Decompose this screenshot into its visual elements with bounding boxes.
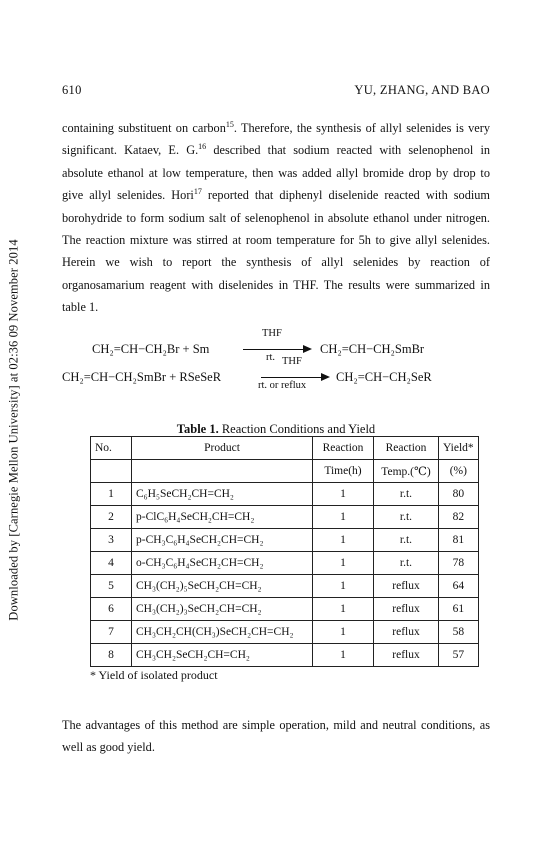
cell-time: 1 <box>313 529 374 552</box>
table-header-row-2 <box>91 460 479 483</box>
closing-paragraph <box>62 714 490 759</box>
reaction-1-solvent: THF <box>262 328 282 339</box>
cell-product: o-CH₃C₆H₄SeCH₂CH=CH₂ <box>132 552 313 575</box>
results-table <box>90 436 479 667</box>
header-product-blank <box>132 460 313 483</box>
header-time-top: Reaction <box>313 437 374 460</box>
download-note: Downloaded by [Carnegie Mellon University] at 02:36 09 November 2014 <box>6 239 21 621</box>
cell-time: 1 <box>313 575 374 598</box>
cell-no: 1 <box>91 483 132 506</box>
table-row <box>91 598 479 621</box>
table-row <box>91 621 479 644</box>
cell-temp: reflux <box>374 644 439 667</box>
cell-no: 3 <box>91 529 132 552</box>
cell-time: 1 <box>313 483 374 506</box>
cell-temp: r.t. <box>374 552 439 575</box>
reference-17: 17 <box>193 187 202 197</box>
table-row <box>91 529 479 552</box>
cell-product: p-ClC₆H₄SeCH₂CH=CH₂ <box>132 506 313 529</box>
cell-no: 8 <box>91 644 132 667</box>
cell-yield: 82 <box>439 506 479 529</box>
cell-product: CH₃(CH₂)₅SeCH₂CH=CH₂ <box>132 575 313 598</box>
cell-time: 1 <box>313 644 374 667</box>
cell-no: 2 <box>91 506 132 529</box>
cell-product: p-CH₃C₆H₄SeCH₂CH=CH₂ <box>132 529 313 552</box>
header-yield-top: Yield* <box>439 437 479 460</box>
cell-no: 6 <box>91 598 132 621</box>
cell-yield: 57 <box>439 644 479 667</box>
reaction-2-product: CH₂=CH−CH₂SeR <box>336 370 432 384</box>
reaction-2-reactants: CH₂=CH−CH₂SmBr + RSeSeR <box>62 370 222 384</box>
cell-no: 5 <box>91 575 132 598</box>
page-number: 610 <box>62 83 82 97</box>
reaction-2-solvent: THF <box>282 356 302 367</box>
table-row <box>91 575 479 598</box>
cell-time: 1 <box>313 552 374 575</box>
cell-product: CH₃CH₂SeCH₂CH=CH₂ <box>132 644 313 667</box>
cell-temp: r.t. <box>374 529 439 552</box>
table-label: Table 1. <box>176 422 219 436</box>
header-no-blank <box>91 460 132 483</box>
reaction-1-arrow <box>243 349 305 350</box>
cell-yield: 58 <box>439 621 479 644</box>
cell-no: 4 <box>91 552 132 575</box>
table-header-row <box>91 437 479 460</box>
cell-temp: r.t. <box>374 506 439 529</box>
cell-temp: reflux <box>374 575 439 598</box>
body-paragraph: containing substituent on carbon$^{15}$. Therefore, the synthesis of allyl selenides is very significant. Kataev, E. G.$^{16}$ described that sodium reacted with selenophenol in absolute ethanol at low temperature, then was added allyl bromide drop by drop to give allyl selenides. Hori$^{17}$ reported that diphenyl diselenide reacted with sodium borohydride to form sodium salt of selenophenol in absolute ethanol under nitrogen. The reaction mixture was stirred at room temperature for 5h to give allyl selenides. Herein we wish to report the synthesis of allyl selenides by reaction of organosamarium reagent with diselenides in THF. The results were summarized in table 1. <box>62 120 491 315</box>
header-temp-top: Reaction <box>374 437 439 460</box>
cell-temp: r.t. <box>374 483 439 506</box>
table-title: Reaction Conditions and Yield <box>221 422 376 436</box>
table-row <box>91 483 479 506</box>
reaction-2-arrow <box>261 377 323 378</box>
header-temp-bottom: Temp.(℃) <box>374 460 439 483</box>
cell-time: 1 <box>313 598 374 621</box>
table-row <box>91 552 479 575</box>
cell-product: C₆H₅SeCH₂CH=CH₂ <box>132 483 313 506</box>
reaction-1-reactants: CH₂=CH−CH₂Br + Sm <box>92 342 210 356</box>
table-caption <box>0 422 552 437</box>
reaction-2-arrowhead <box>321 373 330 381</box>
reaction-1-arrowhead <box>303 345 312 353</box>
header-yield-bottom: (%) <box>439 460 479 483</box>
cell-product: CH₃(CH₂)₃SeCH₂CH=CH₂ <box>132 598 313 621</box>
cell-time: 1 <box>313 506 374 529</box>
header-no: No. <box>91 437 132 460</box>
cell-temp: reflux <box>374 621 439 644</box>
table-row <box>91 506 479 529</box>
reference-15: 15 <box>225 120 234 129</box>
cell-yield: 64 <box>439 575 479 598</box>
cell-time: 1 <box>313 621 374 644</box>
cell-no: 7 <box>91 621 132 644</box>
closing-text: The advantages of this method are simple operation, mild and neutral conditions, as well as good yield. <box>62 718 490 755</box>
cell-product: CH₃CH₂CH(CH₃)SeCH₂CH=CH₂ <box>132 621 313 644</box>
reaction-2-condition: rt. or reflux <box>258 380 307 391</box>
reference-16: 16 <box>198 142 207 152</box>
cell-yield: 61 <box>439 598 479 621</box>
header-product: Product <box>132 437 313 460</box>
table-footnote: * Yield of isolated product <box>90 668 218 682</box>
header-time-bottom: Time(h) <box>313 460 374 483</box>
reaction-1-condition: rt. <box>266 352 276 363</box>
cell-yield: 78 <box>439 552 479 575</box>
cell-yield: 81 <box>439 529 479 552</box>
reaction-1-product: CH₂=CH−CH₂SmBr <box>320 342 425 356</box>
cell-yield: 80 <box>439 483 479 506</box>
table-row <box>91 644 479 667</box>
running-head-authors: YU, ZHANG, AND BAO <box>354 83 490 97</box>
cell-temp: reflux <box>374 598 439 621</box>
